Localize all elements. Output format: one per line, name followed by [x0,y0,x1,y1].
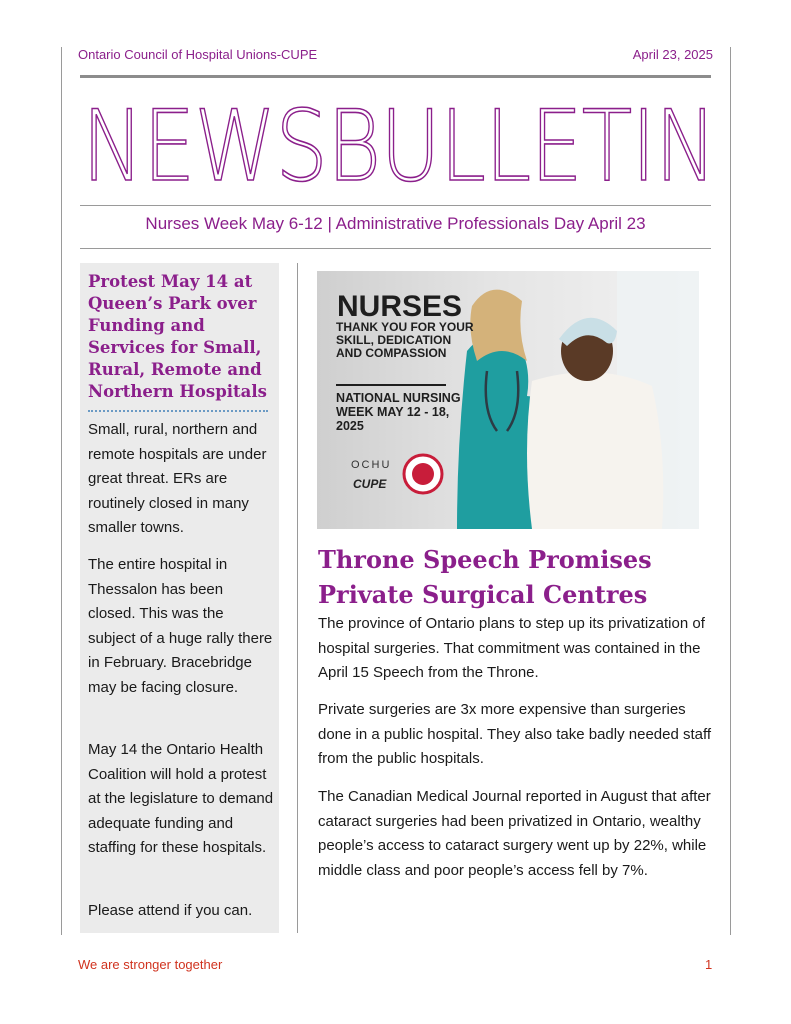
masthead-svg [80,90,720,204]
article-paragraph-1: The province of Ontario plans to step up its privatization of hospital surgeries. That commitment was contained in the April 15 Speech from the Throne. [318,615,705,681]
right-margin-rule [730,47,731,935]
poster-rule [336,384,446,386]
subline-bottom-rule [80,248,711,249]
nursing-week-poster [317,271,699,529]
footer-slogan: We are stronger together [78,957,223,972]
left-margin-rule [61,47,62,935]
article-paragraph-3: The Canadian Medical Journal reported in August that after cataract surgeries had been privatized in Ontario, wealthy people’s access to cataract surgery went up by 22%, while middle class and poor people’s access fell by 7%. [318,788,711,879]
poster-image [317,271,699,529]
sidebar-paragraph-1: Small, rural, northern and remote hospitals are under great threat. ERs are routinely closed in many smaller towns. [88,421,267,536]
patient-blouse [527,372,663,529]
subline-top-rule [80,205,711,206]
poster-thanks: THANK YOU FOR YOUR SKILL, DEDICATION AND COMPASSION [336,320,474,360]
poster-event: NATIONAL NURSING WEEK MAY 12 - 18, 2025 [336,391,461,433]
article-paragraph-2: Private surgeries are 3x more expensive than surgeries done in a public hospital. They also take badly needed staff from the public hospitals. [318,701,712,767]
article-headline: Throne Speech Promises Private Surgical Centres [318,545,652,609]
sidebar-divider [88,410,268,412]
subline: Nurses Week May 6-12 | Administrative Professionals Day April 23 [145,214,646,233]
logo-cupe: CUPE [353,477,387,491]
masthead-text: NEWSBULLETIN [82,90,716,204]
masthead-title [80,92,720,209]
issue-date: April 23, 2025 [632,47,713,62]
poster-title: NURSES [337,290,463,323]
header-rule [80,75,711,78]
union-seal-center [412,463,434,485]
nurse-hair [470,290,527,361]
logo-ochu: OCHU [351,459,392,471]
sidebar-paragraph-2: The entire hospital in Thessalon has been closed. This was the subject of a huge rally there in February. Bracebridge may be facing closure. [88,556,273,696]
organization-name: Ontario Council of Hospital Unions-CUPE [78,47,318,62]
sidebar-paragraph-3: May 14 the Ontario Health Coalition will hold a protest at the legislature to demand adequate funding and staffing for these hospitals. [88,741,274,856]
page-number: 1 [705,957,713,972]
sidebar-headline: Protest May 14 at Queen’s Park over Funding and Services for Small, Rural, Remote and Northern Hospitals [88,272,267,401]
sidebar-paragraph-4: Please attend if you can. [88,902,253,919]
column-divider [297,263,298,933]
